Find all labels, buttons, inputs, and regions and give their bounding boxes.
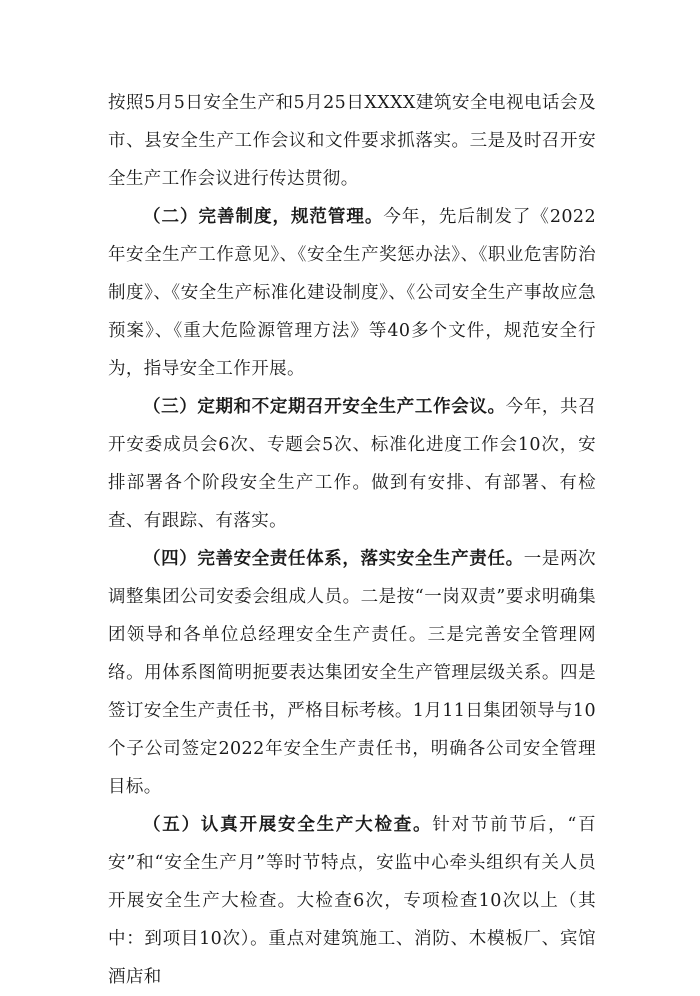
paragraph-section-3 [108,388,596,540]
paragraph-continuation [108,84,596,198]
paragraph-heading: （五）认真开展安全生产大检查。 [143,815,433,835]
paragraph-heading: （三）定期和不定期召开安全生产工作会议。 [143,397,506,417]
paragraph-section-5 [108,806,596,996]
document-page [108,84,596,996]
paragraph-body: 按照5月5日安全生产和5月25日XXXX建筑安全电视电话会及市、县安全生产工作会议和文件要求抓落实。三是及时召开安全生产工作会议进行传达贯彻。 [108,93,596,189]
paragraph-body: 一是两次调整集团公司安委会组成人员。二是按“一岗双责”要求明确集团领导和各单位总经理安全生产责任。三是完善安全管理网络。用体系图简明扼要表达集团安全生产管理层级关系。四是签订安全生产责任书，严格目标考核。1月11日集团领导与10个子公司签定2022年安全生产责任书，明确各公司安全管理目标。 [108,549,596,797]
paragraph-body: 针对节前节后，“百安”和“安全生产月”等时节特点，安监中心牵头组织有关人员开展安全生产大检查。大检查6次，专项检查10次以上（其中：到项目10次）。重点对建筑施工、消防、木模板厂、宾馆酒店和 [108,815,597,987]
paragraph-section-2 [108,198,596,388]
paragraph-section-4 [108,540,596,806]
paragraph-heading: （二）完善制度，规范管理。 [143,207,384,227]
paragraph-body: 今年，先后制发了《2022年安全生产工作意见》、《安全生产奖惩办法》、《职业危害防治制度》、《安全生产标准化建设制度》、《公司安全生产事故应急预案》、《重大危险源管理方法》等40多个文件，规范安全行为，指导安全工作开展。 [108,207,596,379]
paragraph-body: 今年，共召开安委成员会6次、专题会5次、标准化进度工作会10次，安排部署各个阶段安全生产工作。做到有安排、有部署、有检查、有跟踪、有落实。 [108,397,597,531]
paragraph-heading: （四）完善安全责任体系，落实安全生产责任。 [143,549,524,569]
